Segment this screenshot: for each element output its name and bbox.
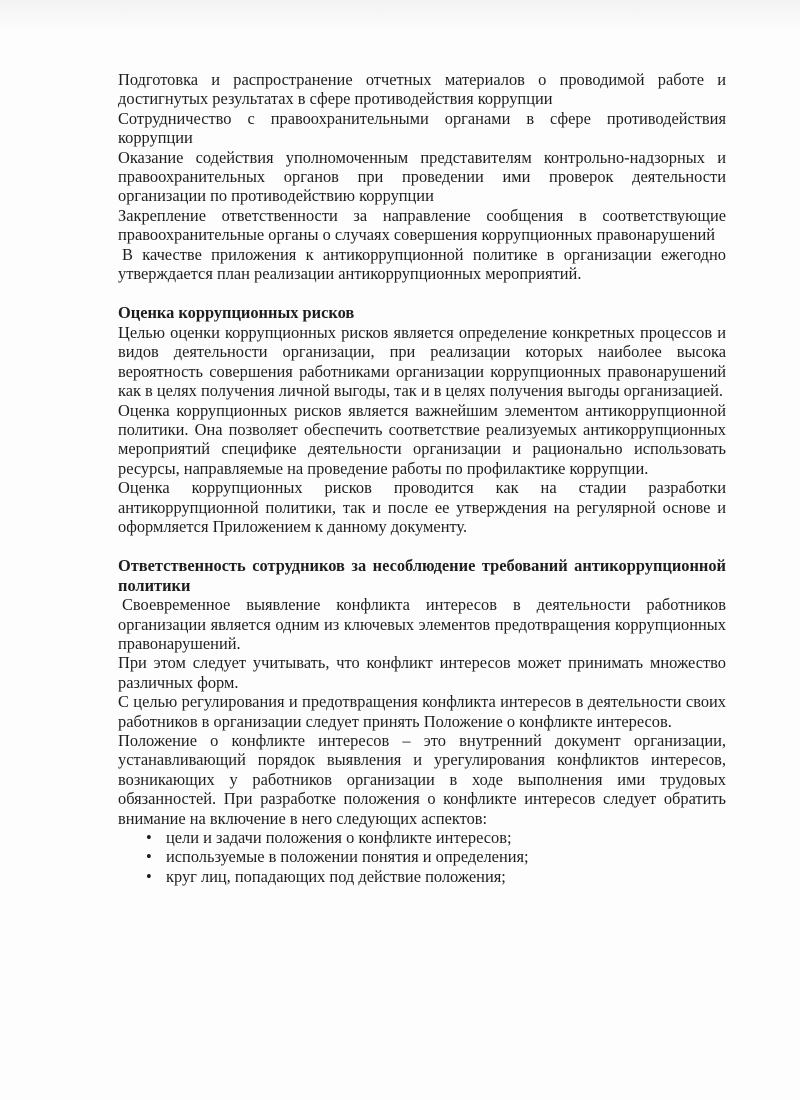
aspects-list [118, 828, 726, 886]
section-heading-responsibility: Ответственность сотрудников за несоблюдение требований антикоррупционной политики [118, 556, 726, 595]
risk-paragraph-3: Оценка коррупционных рисков проводится как на стадии разработки антикоррупционной политики, так и после ее утверждения на регулярной основе и оформляется Приложением к данному документу. [118, 478, 726, 536]
document-body [118, 70, 726, 886]
list-item: • цели и задачи положения о конфликте интересов; [146, 828, 726, 847]
list-item: • круг лиц, попадающих под действие положения; [146, 867, 726, 886]
section-spacer [118, 536, 726, 556]
responsibility-paragraph-2: При этом следует учитывать, что конфликт интересов может принимать множество различных форм. [118, 653, 726, 692]
responsibility-paragraph-3: С целью регулирования и предотвращения конфликта интересов в деятельности своих работников в организации следует принять Положение о конфликте интересов. [118, 692, 726, 731]
section-spacer [118, 283, 726, 303]
intro-paragraph-4: Закрепление ответственности за направление сообщения в соответствующие правоохранительные органы о случаях совершения коррупционных правонарушений [118, 205, 726, 245]
risk-paragraph-1: Целью оценки коррупционных рисков является определение конкретных процессов и видов деятельности организации, при реализации которых наиболее высока вероятность совершения работниками организации коррупционных правонарушений как в целях получения личной выгоды, так и в целях получения выгоды организацией. [118, 322, 726, 401]
intro-paragraph-2: Сотрудничество с правоохранительными органами в сфере противодействия коррупции [118, 108, 726, 148]
intro-paragraph-1: Подготовка и распространение отчетных материалов о проводимой работе и достигнутых результатах в сфере противодействия коррупции [118, 70, 726, 109]
scan-edge-shadow [0, 0, 800, 30]
intro-paragraph-5: В качестве приложения к антикоррупционной политике в организации ежегодно утверждается план реализации антикоррупционных мероприятий. [118, 244, 726, 284]
list-item: • используемые в положении понятия и определения; [146, 847, 726, 866]
section-heading-risk-assessment: Оценка коррупционных рисков [118, 303, 355, 323]
risk-paragraph-2: Оценка коррупционных рисков является важнейшим элементом антикоррупционной политики. Она позволяет обеспечить соответствие реализуемых антикоррупционных мероприятий специфике деятельности организации и рационально использовать ресурсы, направляемые на проведение работы по профилактике коррупции. [118, 400, 726, 478]
intro-paragraph-3: Оказание содействия уполномоченным представителям контрольно-надзорных и правоохранительных органов при проведении ими проверок деятельности организации по противодействию коррупции [118, 147, 726, 206]
responsibility-paragraph-1: Своевременное выявление конфликта интересов в деятельности работников организации является одним из ключевых элементов предотвращения коррупционных правонарушений. [118, 595, 726, 653]
responsibility-paragraph-4: Положение о конфликте интересов – это внутренний документ организации, устанавливающий порядок выявления и урегулирования конфликтов интересов, возникающих у работников организации в ходе выполнения ими трудовых обязанностей. При разработке положения о конфликте интересов следует обратить внимание на включение в него следующих аспектов: [118, 731, 726, 828]
